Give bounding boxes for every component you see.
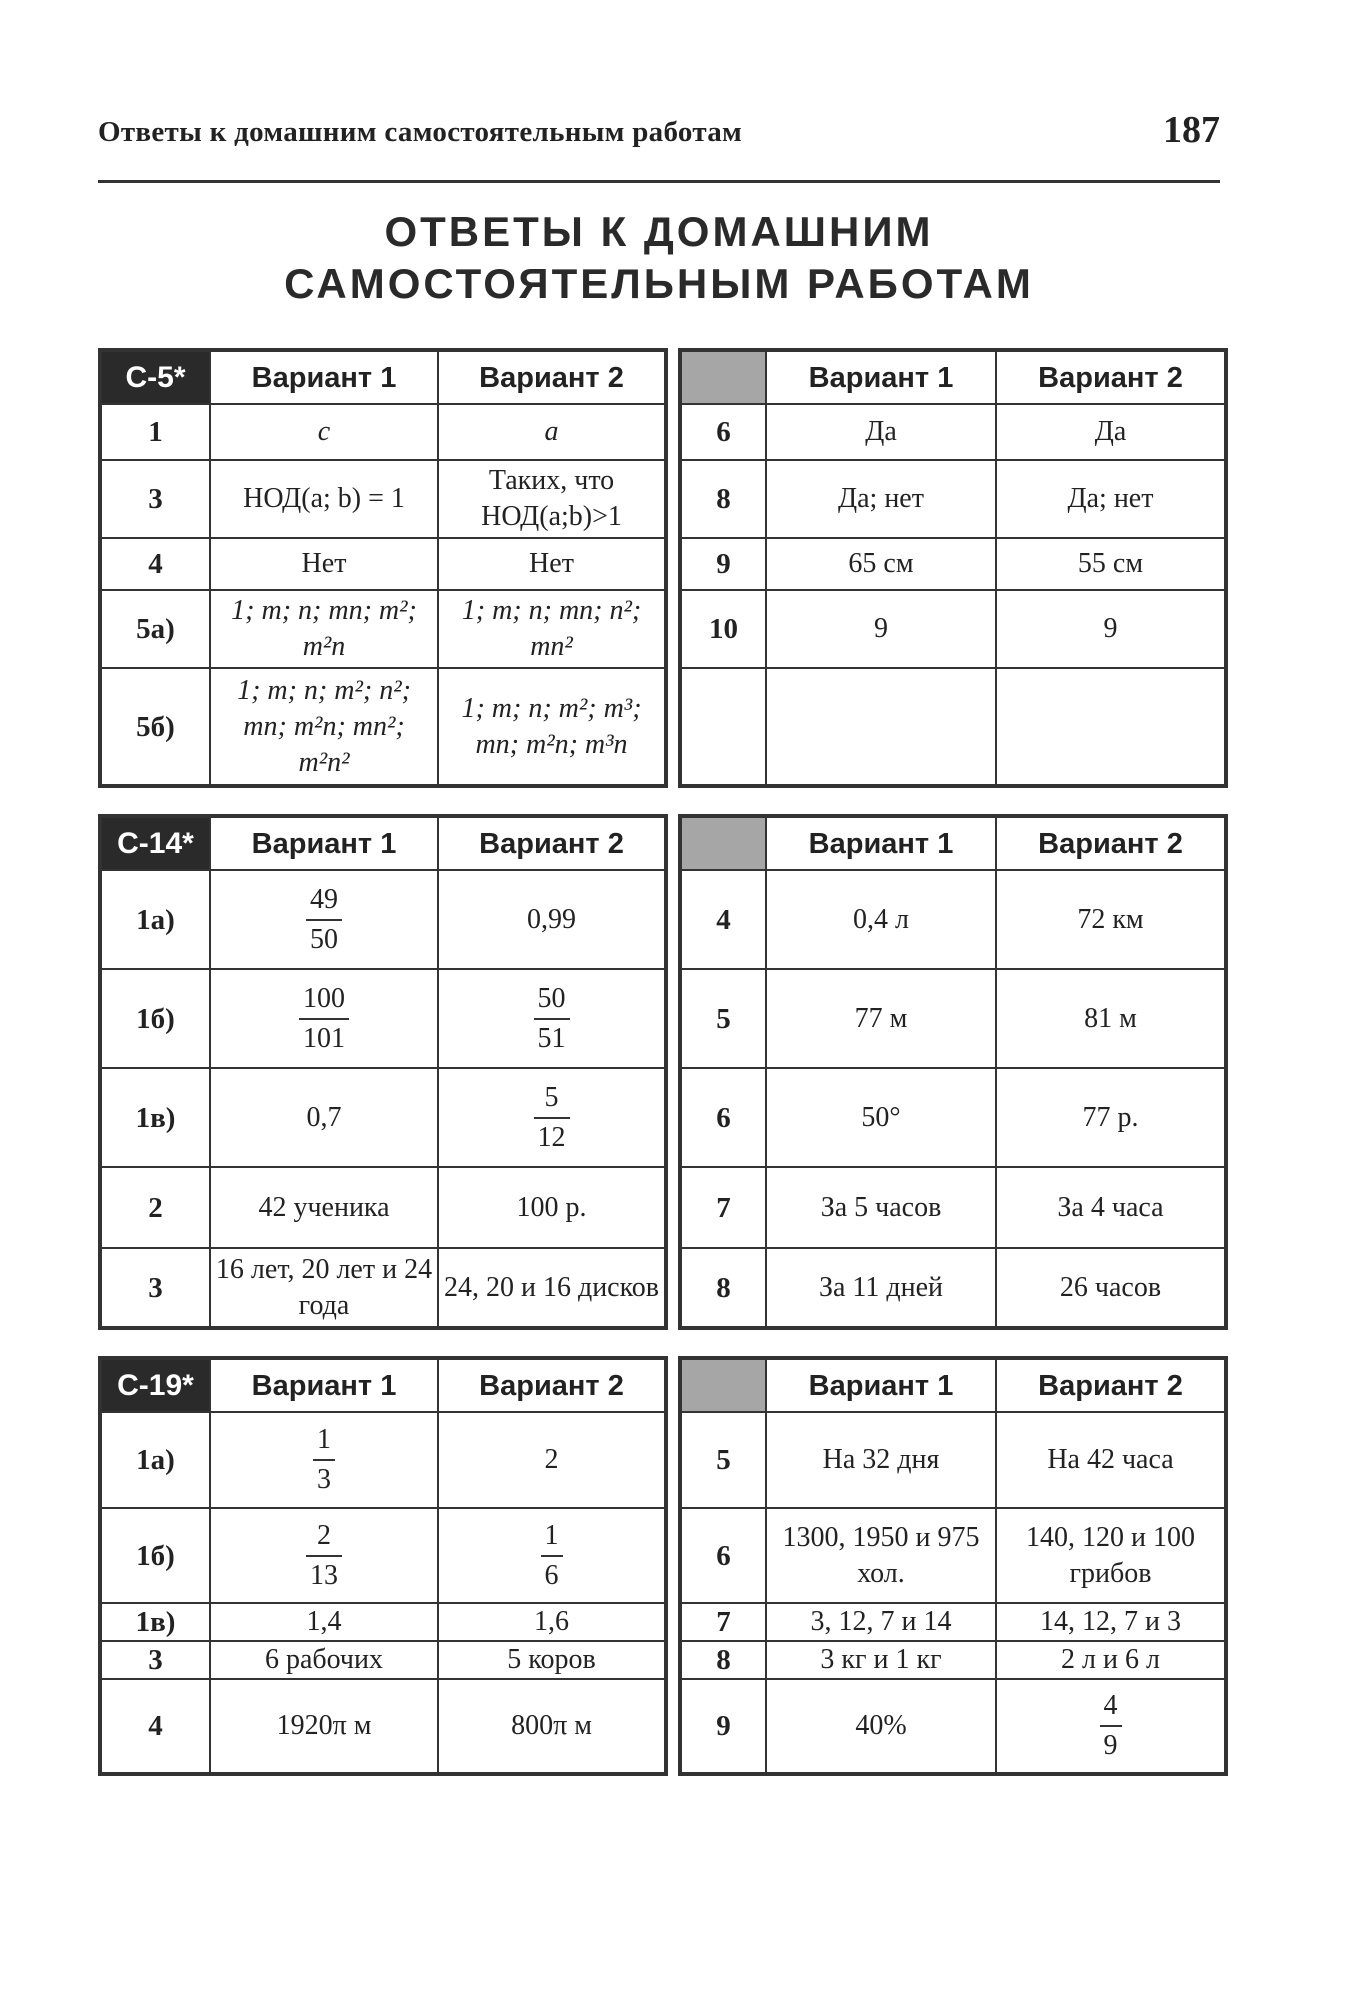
table-row: [680, 1068, 1226, 1167]
answer-variant-1: 77 м: [766, 969, 996, 1068]
empty-cell: [766, 668, 996, 786]
answer-variant-2: 55 см: [996, 538, 1226, 590]
answer-variant-1: 50°: [766, 1068, 996, 1167]
task-number: 4: [680, 870, 766, 969]
table-row: [100, 1248, 666, 1328]
table-row-empty: [680, 668, 1226, 786]
answer-variant-1: 3 кг и 1 кг: [766, 1641, 996, 1679]
task-number: 6: [680, 404, 766, 460]
fraction-numerator: 2: [306, 1517, 342, 1557]
table-c14-left: [98, 814, 668, 1330]
column-header-variant-1: Вариант 1: [210, 350, 438, 404]
table-row: [680, 404, 1226, 460]
table-row: [680, 870, 1226, 969]
task-number: 8: [680, 460, 766, 538]
answer-variant-1: 1920π м: [210, 1679, 438, 1774]
table-row: [100, 668, 666, 786]
task-number: 1б): [100, 969, 210, 1068]
answer-variant-2: Нет: [438, 538, 666, 590]
task-number: 1: [100, 404, 210, 460]
fraction: [534, 980, 570, 1058]
fraction-numerator: 1: [541, 1517, 563, 1557]
answer-variant-2: 2: [438, 1412, 666, 1508]
answer-variant-2: [438, 1508, 666, 1603]
fraction-numerator: 5: [534, 1079, 570, 1119]
running-header: [98, 109, 1220, 183]
fraction: [306, 1517, 342, 1595]
answer-variant-2: На 42 часа: [996, 1412, 1226, 1508]
answer-variant-1: Нет: [210, 538, 438, 590]
column-header-variant-1: Вариант 1: [766, 816, 996, 870]
table-row: [100, 1068, 666, 1167]
answer-variant-1: [210, 870, 438, 969]
table-c5-left: [98, 348, 668, 788]
table-row: [680, 460, 1226, 538]
fraction: [299, 980, 349, 1058]
answer-variant-2: 2 л и 6 л: [996, 1641, 1226, 1679]
column-header-variant-1: Вариант 1: [766, 1358, 996, 1412]
task-number: 7: [680, 1167, 766, 1248]
answer-variant-2: 0,99: [438, 870, 666, 969]
answer-variant-1: 1; m; n; m²; n²; mn; m²n; mn²; m²n²: [210, 668, 438, 786]
fraction-denominator: 6: [544, 1559, 559, 1591]
column-header-variant-2: Вариант 2: [438, 816, 666, 870]
task-number: 4: [100, 538, 210, 590]
fraction-denominator: 51: [537, 1022, 566, 1054]
page-number: 187: [1163, 109, 1220, 151]
fraction-numerator: 100: [299, 980, 349, 1020]
table-row: [680, 1248, 1226, 1328]
column-header-variant-2: Вариант 2: [996, 1358, 1226, 1412]
task-number: 1б): [100, 1508, 210, 1603]
fraction-numerator: 50: [534, 980, 570, 1020]
table-row: [680, 590, 1226, 668]
fraction: [313, 1421, 335, 1499]
blank-header-cell: [680, 1358, 766, 1412]
page-title-line-2: САМОСТОЯТЕЛЬНЫМ РАБОТАМ: [284, 260, 1034, 307]
table-header-row: [680, 816, 1226, 870]
task-number: 6: [680, 1508, 766, 1603]
table-row: [680, 1679, 1226, 1774]
fraction: [306, 881, 342, 959]
task-number: 4: [100, 1679, 210, 1774]
fraction-denominator: 9: [1103, 1730, 1118, 1761]
task-number: 5: [680, 1412, 766, 1508]
table-row: [100, 1167, 666, 1248]
column-header-variant-2: Вариант 2: [996, 350, 1226, 404]
table-header-row: [680, 1358, 1226, 1412]
answer-variant-1: 65 см: [766, 538, 996, 590]
table-row: [100, 1679, 666, 1774]
answer-variant-2: За 4 часа: [996, 1167, 1226, 1248]
table-row: [100, 969, 666, 1068]
table-row: [680, 969, 1226, 1068]
answer-variant-2: [996, 1679, 1226, 1774]
task-number: 6: [680, 1068, 766, 1167]
table-row: [680, 1603, 1226, 1641]
answer-variant-1: [210, 1412, 438, 1508]
answer-variant-1: c: [210, 404, 438, 460]
table-row: [100, 404, 666, 460]
task-number: 5б): [100, 668, 210, 786]
table-c19-right: [678, 1356, 1228, 1776]
answer-variant-1: [210, 969, 438, 1068]
table-header-row: [680, 350, 1226, 404]
fraction: [1100, 1687, 1122, 1765]
blank-header-cell: [680, 350, 766, 404]
task-number: 7: [680, 1603, 766, 1641]
table-row: [100, 1603, 666, 1641]
fraction-denominator: 50: [310, 923, 338, 955]
answer-variant-1: 16 лет, 20 лет и 24 года: [210, 1248, 438, 1328]
table-row: [680, 1508, 1226, 1603]
answer-variant-1: 6 рабочих: [210, 1641, 438, 1679]
answer-variant-2: 81 м: [996, 969, 1226, 1068]
table-row: [100, 590, 666, 668]
section-tag: С-14*: [100, 816, 210, 870]
task-number: 3: [100, 1248, 210, 1328]
page-title-line-1: ОТВЕТЫ К ДОМАШНИМ: [384, 208, 934, 255]
column-header-variant-1: Вариант 1: [210, 816, 438, 870]
answer-variant-1: 0,7: [210, 1068, 438, 1167]
fraction-denominator: 101: [303, 1022, 345, 1054]
task-number: 1а): [100, 1412, 210, 1508]
answer-variant-1: 1; m; n; mn; m²; m²n: [210, 590, 438, 668]
table-row: [680, 1641, 1226, 1679]
table-c5-right: [678, 348, 1228, 788]
table-row: [100, 538, 666, 590]
fraction-denominator: 12: [537, 1121, 566, 1153]
empty-cell: [680, 668, 766, 786]
running-title: Ответы к домашним самостоятельным работам: [98, 116, 743, 148]
answer-variant-2: Да: [996, 404, 1226, 460]
answer-variant-1: За 5 часов: [766, 1167, 996, 1248]
table-row: [100, 460, 666, 538]
task-number: 8: [680, 1248, 766, 1328]
answer-variant-1: 3, 12, 7 и 14: [766, 1603, 996, 1641]
answer-variant-2: 26 часов: [996, 1248, 1226, 1328]
section-tag: С-19*: [100, 1358, 210, 1412]
column-header-variant-2: Вариант 2: [438, 350, 666, 404]
answer-variant-2: 72 км: [996, 870, 1226, 969]
table-row: [100, 1641, 666, 1679]
answer-variant-1: 42 ученика: [210, 1167, 438, 1248]
table-row: [680, 1412, 1226, 1508]
task-number: 5: [680, 969, 766, 1068]
page-title: [98, 206, 1220, 310]
fraction-denominator: 13: [310, 1559, 338, 1591]
answer-variant-2: 5 коров: [438, 1641, 666, 1679]
answer-variant-1: НОД(a; b) = 1: [210, 460, 438, 538]
task-number: 1в): [100, 1603, 210, 1641]
task-number: 3: [100, 460, 210, 538]
task-number: 10: [680, 590, 766, 668]
answer-variant-2: 24, 20 и 16 дисков: [438, 1248, 666, 1328]
answer-variant-1: Да; нет: [766, 460, 996, 538]
table-header-row: [100, 1358, 666, 1412]
table-header-row: [100, 350, 666, 404]
task-number: 9: [680, 1679, 766, 1774]
table-row: [680, 1167, 1226, 1248]
answer-variant-1: [210, 1508, 438, 1603]
fraction: [541, 1517, 563, 1595]
table-c14-right: [678, 814, 1228, 1330]
answer-variant-2: 800π м: [438, 1679, 666, 1774]
answer-variant-2: Да; нет: [996, 460, 1226, 538]
answer-variant-1: 9: [766, 590, 996, 668]
answer-variant-1: 1300, 1950 и 975 хол.: [766, 1508, 996, 1603]
column-header-variant-1: Вариант 1: [210, 1358, 438, 1412]
column-header-variant-2: Вариант 2: [996, 816, 1226, 870]
answer-variant-1: 40%: [766, 1679, 996, 1774]
task-number: 1а): [100, 870, 210, 969]
fraction-numerator: 1: [313, 1421, 335, 1461]
answer-variant-1: 1,4: [210, 1603, 438, 1641]
answer-variant-2: 1; m; n; mn; n²; mn²: [438, 590, 666, 668]
task-number: 9: [680, 538, 766, 590]
fraction-numerator: 49: [306, 881, 342, 921]
answer-variant-1: За 11 дней: [766, 1248, 996, 1328]
answer-variant-2: 9: [996, 590, 1226, 668]
table-row: [680, 538, 1226, 590]
answer-variant-2: 100 р.: [438, 1167, 666, 1248]
table-row: [100, 1508, 666, 1603]
answer-variant-1: Да: [766, 404, 996, 460]
task-number: 5а): [100, 590, 210, 668]
answer-variant-2: Таких, что НОД(a;b)>1: [438, 460, 666, 538]
answer-variant-1: На 32 дня: [766, 1412, 996, 1508]
column-header-variant-2: Вариант 2: [438, 1358, 666, 1412]
empty-cell: [996, 668, 1226, 786]
task-number: 3: [100, 1641, 210, 1679]
section-tag: С-5*: [100, 350, 210, 404]
task-number: 1в): [100, 1068, 210, 1167]
task-number: 8: [680, 1641, 766, 1679]
fraction-numerator: 4: [1100, 1687, 1122, 1727]
answer-variant-2: [438, 1068, 666, 1167]
answer-variant-2: 140, 120 и 100 грибов: [996, 1508, 1226, 1603]
table-c19-left: [98, 1356, 668, 1776]
task-number: 2: [100, 1167, 210, 1248]
blank-header-cell: [680, 816, 766, 870]
answer-variant-2: a: [438, 404, 666, 460]
answer-variant-1: 0,4 л: [766, 870, 996, 969]
fraction-denominator: 3: [317, 1464, 331, 1495]
answer-variant-2: 77 р.: [996, 1068, 1226, 1167]
answer-variant-2: [438, 969, 666, 1068]
table-header-row: [100, 816, 666, 870]
table-row: [100, 1412, 666, 1508]
answer-variant-2: 1; m; n; m²; m³; mn; m²n; m³n: [438, 668, 666, 786]
answer-variant-2: 1,6: [438, 1603, 666, 1641]
answer-variant-2: 14, 12, 7 и 3: [996, 1603, 1226, 1641]
fraction: [534, 1079, 570, 1157]
table-row: [100, 870, 666, 969]
column-header-variant-1: Вариант 1: [766, 350, 996, 404]
